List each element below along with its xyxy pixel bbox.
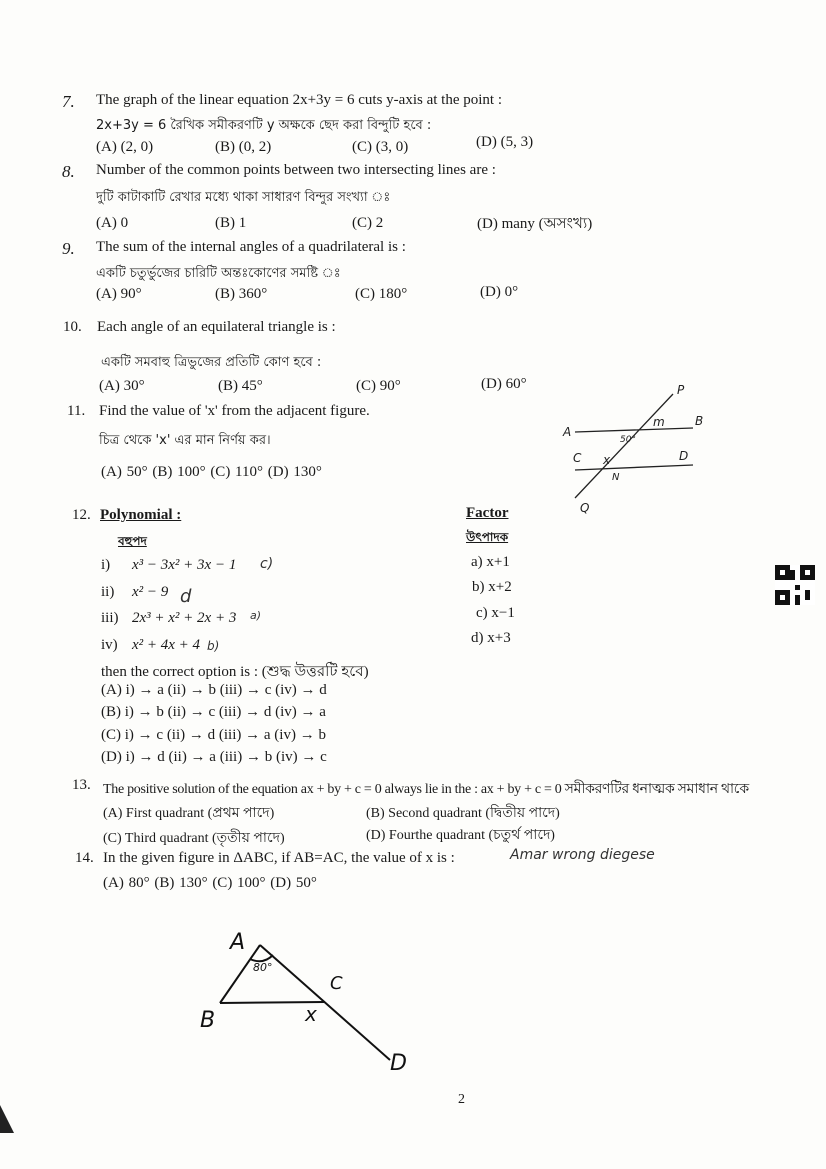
poly-expr: x³ − 3x² + 3x − 1 <box>132 557 237 573</box>
question-text-bn: একটি সমবাহু ত্রিভুজের প্রতিটি কোণ হবে : <box>101 355 322 370</box>
label-b: B <box>200 1008 216 1033</box>
label-p: P <box>677 383 685 397</box>
option: (A) (2, 0) <box>96 139 154 155</box>
options-line: (A) 50° (B) 100° (C) 110° (D) 130° <box>101 464 322 480</box>
question-text-bn: 2x+3y = 6 রৈখিক সমীকরণটি y অক্ষকে ছেদ করা বিন্দুটি হবে : <box>96 118 432 133</box>
label-angle: 50° <box>620 435 636 445</box>
label-c: C <box>330 973 343 994</box>
handwritten-mark: d <box>180 586 192 607</box>
option: (C) 180° <box>355 286 408 302</box>
label-n: N <box>612 472 620 483</box>
label-d: D <box>679 449 689 463</box>
option: (A) 90° <box>96 286 142 302</box>
label-q: Q <box>580 501 590 515</box>
option: (C) 2 <box>352 215 384 231</box>
factor-item: c) x−1 <box>476 605 515 621</box>
option: (B) i) → b (ii) → c (iii) → d (iv) → a <box>101 704 326 720</box>
label-b: B <box>695 414 704 428</box>
prompt-text: then the correct option is : (শুদ্ধ উত্তরটি হবে) <box>101 664 369 680</box>
option: (A) 30° <box>99 378 145 394</box>
question-text: The sum of the internal angles of a quadrilateral is : <box>96 239 406 255</box>
qr-code <box>775 565 815 605</box>
label-c: C <box>573 451 582 465</box>
parallel-lines-figure <box>555 380 725 515</box>
option: (B) 360° <box>215 286 268 302</box>
poly-index: ii) <box>101 584 115 600</box>
question-text-bn: চিত্র থেকে 'x' এর মান নির্ণয় কর। <box>99 433 271 448</box>
option: (C) (3, 0) <box>352 139 409 155</box>
option: (C) Third quadrant (তৃতীয় পাদে) <box>103 831 285 846</box>
handwritten-mark: b) <box>207 639 220 653</box>
option: (B) Second quadrant (দ্বিতীয় পাদে) <box>366 806 560 821</box>
option: (A) First quadrant (প্রথম পাদে) <box>103 806 275 821</box>
question-number: 7. <box>62 92 75 111</box>
factor-item: a) x+1 <box>471 554 510 570</box>
question-number: 13. <box>72 777 91 793</box>
option: (B) 1 <box>215 215 247 231</box>
option: (B) (0, 2) <box>215 139 272 155</box>
question-number: 8. <box>62 162 75 181</box>
question-text: The positive solution of the equation ax + by + c = 0 always lie in the : ax + by + c = 0 সমীকরণটির ধনাত্মক সমাধান থাকে <box>103 782 749 797</box>
option: (D) 60° <box>481 376 527 392</box>
label-angle-a: 80° <box>253 961 273 974</box>
option: (C) 90° <box>356 378 401 394</box>
handwritten-note: Amar wrong diegese <box>510 847 655 863</box>
label-d: D <box>390 1051 407 1075</box>
question-text-bn: একটি চতুর্ভুজের চারিটি অন্তঃকোণের সমষ্টি ঃ <box>96 266 341 281</box>
question-text: Find the value of 'x' from the adjacent figure. <box>99 403 370 419</box>
poly-expr: x² + 4x + 4 <box>132 637 201 653</box>
option: (D) 0° <box>480 284 519 300</box>
poly-index: i) <box>101 557 111 573</box>
option: (D) Fourthe quadrant (চতুর্থ পাদে) <box>366 828 555 843</box>
option: (D) i) → d (ii) → a (iii) → b (iv) → c <box>101 749 327 765</box>
polynomial-heading-bn: বহুপদ <box>118 534 147 548</box>
question-text: Each angle of an equilateral triangle is : <box>97 319 336 335</box>
label-a: A <box>563 425 572 439</box>
question-number: 14. <box>75 850 94 866</box>
label-x: x <box>305 1002 317 1026</box>
label-a: A <box>230 930 246 955</box>
option: (D) many (অসংখ্য) <box>477 216 593 232</box>
option: (D) (5, 3) <box>476 134 534 150</box>
question-text: Number of the common points between two intersecting lines are : <box>96 162 496 178</box>
poly-index: iv) <box>101 637 118 653</box>
question-number: 10. <box>63 319 82 335</box>
page-number: 2 <box>458 1092 465 1107</box>
factor-item: d) x+3 <box>471 630 511 646</box>
poly-expr: 2x³ + x² + 2x + 3 <box>132 610 237 626</box>
option: (A) i) → a (ii) → b (iii) → c (iv) → d <box>101 682 327 698</box>
scan-corner-shadow <box>0 1105 14 1135</box>
factor-heading: Factor <box>466 505 509 521</box>
factor-heading-bn: উৎপাদক <box>466 530 509 544</box>
triangle-figure <box>195 925 425 1075</box>
poly-expr: x² − 9 <box>132 584 169 600</box>
label-x: x <box>603 453 611 467</box>
poly-index: iii) <box>101 610 119 626</box>
polynomial-heading: Polynomial : <box>100 507 182 523</box>
question-number: 12. <box>72 507 91 523</box>
factor-item: b) x+2 <box>472 579 512 595</box>
option: (B) 45° <box>218 378 263 394</box>
question-number: 9. <box>62 239 75 258</box>
option: (A) 0 <box>96 215 129 231</box>
option: (C) i) → c (ii) → d (iii) → a (iv) → b <box>101 727 326 743</box>
handwritten-mark: c) <box>260 556 274 572</box>
question-text-bn: দুটি কাটাকাটি রেখার মধ্যে থাকা সাধারণ বিন্দুর সংখ্যা ঃ <box>96 190 391 205</box>
question-number: 11. <box>67 403 86 419</box>
question-text: In the given figure in ΔABC, if AB=AC, the value of x is : <box>103 850 455 866</box>
options-line: (A) 80° (B) 130° (C) 100° (D) 50° <box>103 875 317 891</box>
question-text: The graph of the linear equation 2x+3y = 6 cuts y-axis at the point : <box>96 92 502 108</box>
label-m: m <box>653 415 665 429</box>
handwritten-mark: a) <box>250 609 262 622</box>
